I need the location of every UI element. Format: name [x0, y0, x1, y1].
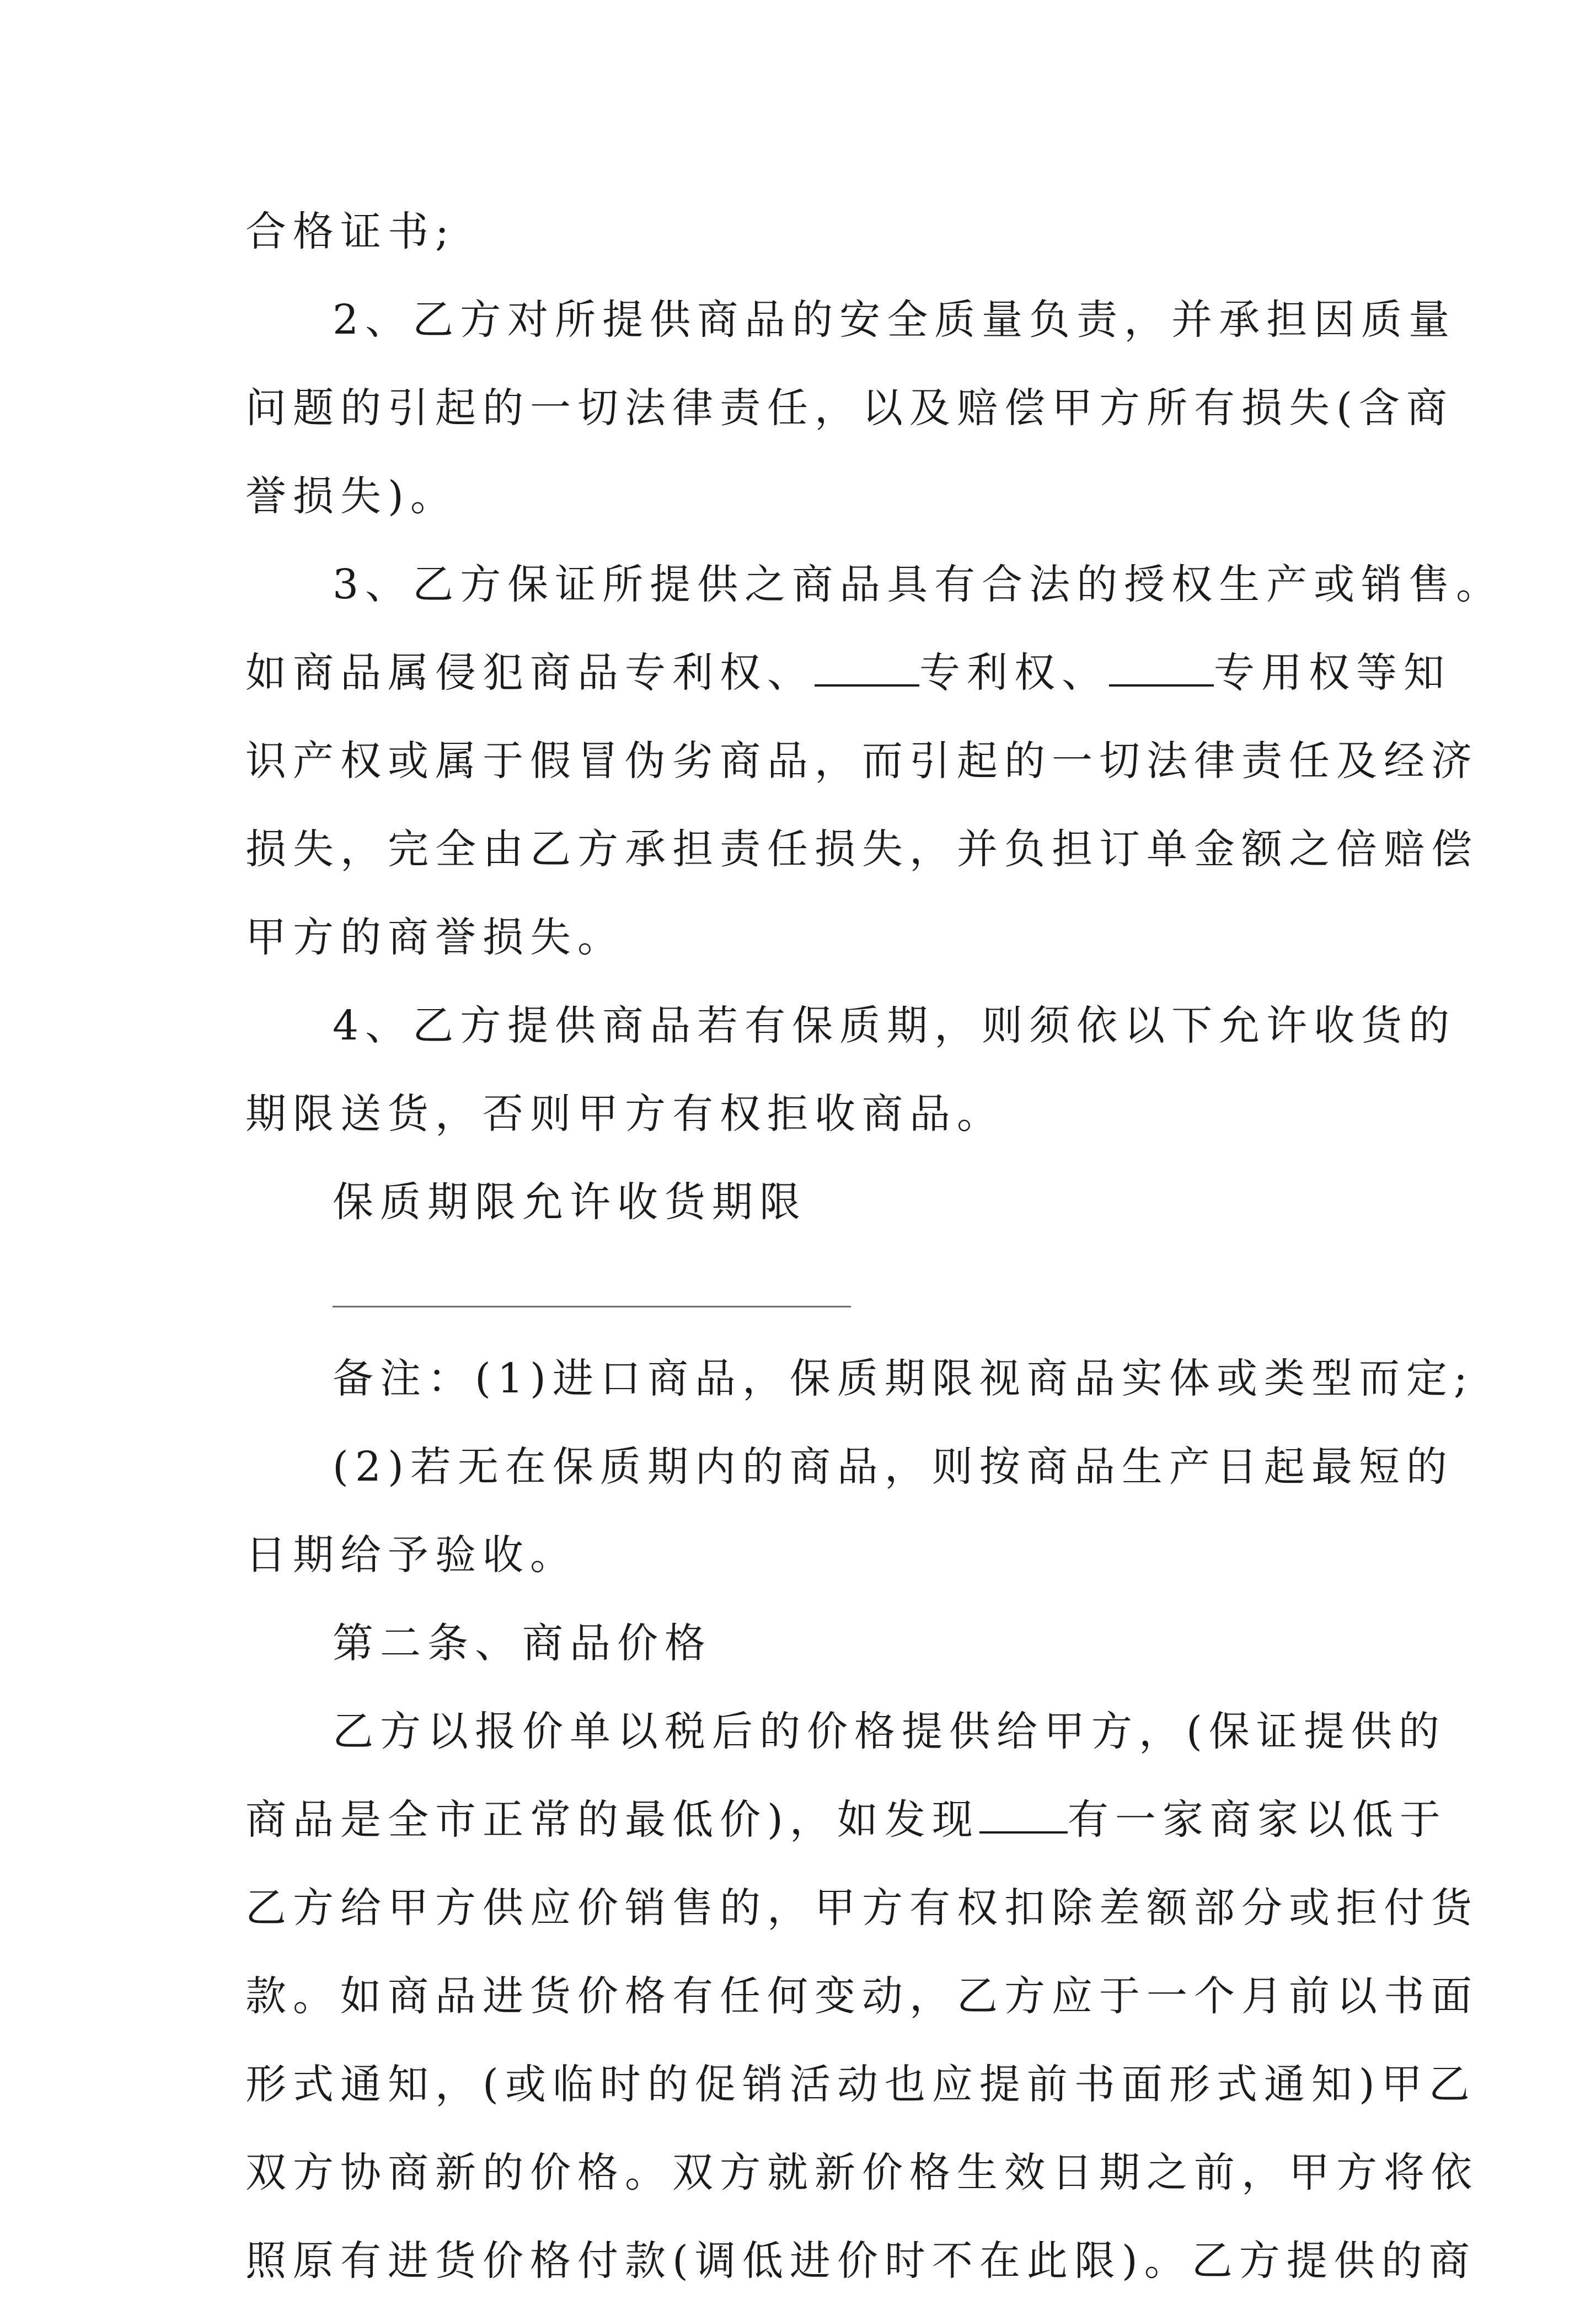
text-line — [245, 1776, 1447, 1864]
shelf-life-heading — [245, 1158, 1370, 1246]
line-text: 保质期限允许收货期限 — [333, 1178, 807, 1226]
line-text: 有一家商家以低于 — [1067, 1796, 1447, 1843]
fill-in-blank — [815, 652, 919, 687]
line-text: 合格证书; — [245, 208, 456, 255]
paragraph-clause-2 — [245, 276, 1456, 364]
remark-line — [245, 1334, 1474, 1423]
line-text: 问题的引起的一切法律责任，以及赔偿甲方所有损失(含商 — [245, 384, 1454, 432]
line-text: 双方协商新的价格。双方就新价格生效日期之前，甲方将依 — [245, 2149, 1479, 2196]
text-line — [245, 1864, 1479, 1952]
paragraph-price — [245, 1687, 1446, 1776]
text-line — [245, 893, 1370, 982]
contract-body — [245, 187, 1504, 2305]
text-line — [245, 187, 1370, 276]
line-text: (2)若无在保质期内的商品，则按商品生产日起最短的 — [333, 1443, 1454, 1491]
remark-line — [245, 1423, 1454, 1511]
text-line — [245, 2040, 1476, 2129]
text-line — [245, 1952, 1479, 2040]
section-heading — [245, 1599, 1370, 1687]
line-text: 3、乙方保证所提供之商品具有合法的授权生产或销售。 — [333, 561, 1504, 608]
line-text: 期限送货，否则甲方有权拒收商品。 — [245, 1090, 1004, 1138]
text-line — [245, 1070, 1370, 1158]
fill-in-blank — [1109, 652, 1214, 687]
line-text: 款。如商品进货价格有任何变动，乙方应于一个月前以书面 — [245, 1972, 1479, 2020]
line-text: 专用权等知 — [1214, 649, 1451, 696]
fill-in-blank — [979, 1799, 1068, 1834]
text-line — [245, 717, 1479, 805]
horizontal-rule — [333, 1306, 851, 1307]
text-line — [245, 1511, 1370, 1599]
line-text: 4、乙方提供商品若有保质期，则须依以下允许收货的 — [333, 1002, 1456, 1049]
line-text: 形式通知，(或临时的促销活动也应提前书面形式通知)甲乙 — [245, 2061, 1476, 2108]
line-text: 专利权、 — [919, 649, 1109, 696]
text-line — [245, 2129, 1479, 2217]
line-text: 乙方给甲方供应价销售的，甲方有权扣除差额部分或拒付货 — [245, 1884, 1479, 1932]
line-text: 照原有进货价格付款(调低进价时不在此限)。乙方提供的商 — [245, 2237, 1476, 2285]
line-text: 乙方以报价单以税后的价格提供给甲方，(保证提供的 — [333, 1708, 1446, 1755]
line-text: 日期给予验收。 — [245, 1531, 577, 1579]
paragraph-clause-3 — [245, 540, 1504, 629]
line-text: 备注：(1)进口商品，保质期限视商品实体或类型而定; — [333, 1355, 1474, 1402]
text-line — [245, 629, 1451, 717]
line-text: 商品是全市正常的最低价)，如发现 — [245, 1796, 979, 1843]
line-text: 损失，完全由乙方承担责任损失，并负担订单金额之倍赔偿 — [245, 825, 1479, 873]
text-line — [245, 364, 1454, 452]
line-text: 誉损失)。 — [245, 473, 458, 520]
separator-line — [245, 1246, 1370, 1334]
line-text: 识产权或属于假冒伪劣商品，而引起的一切法律责任及经济 — [245, 737, 1479, 785]
text-line — [245, 452, 1370, 540]
text-line — [245, 2217, 1476, 2305]
line-text: 如商品属侵犯商品专利权、 — [245, 649, 815, 696]
text-line — [245, 805, 1479, 893]
line-text: 第二条、商品价格 — [333, 1620, 712, 1667]
paragraph-clause-4 — [245, 982, 1456, 1070]
line-text: 甲方的商誉损失。 — [245, 914, 625, 961]
line-text: 2、乙方对所提供商品的安全质量负责，并承担因质量 — [333, 296, 1456, 344]
